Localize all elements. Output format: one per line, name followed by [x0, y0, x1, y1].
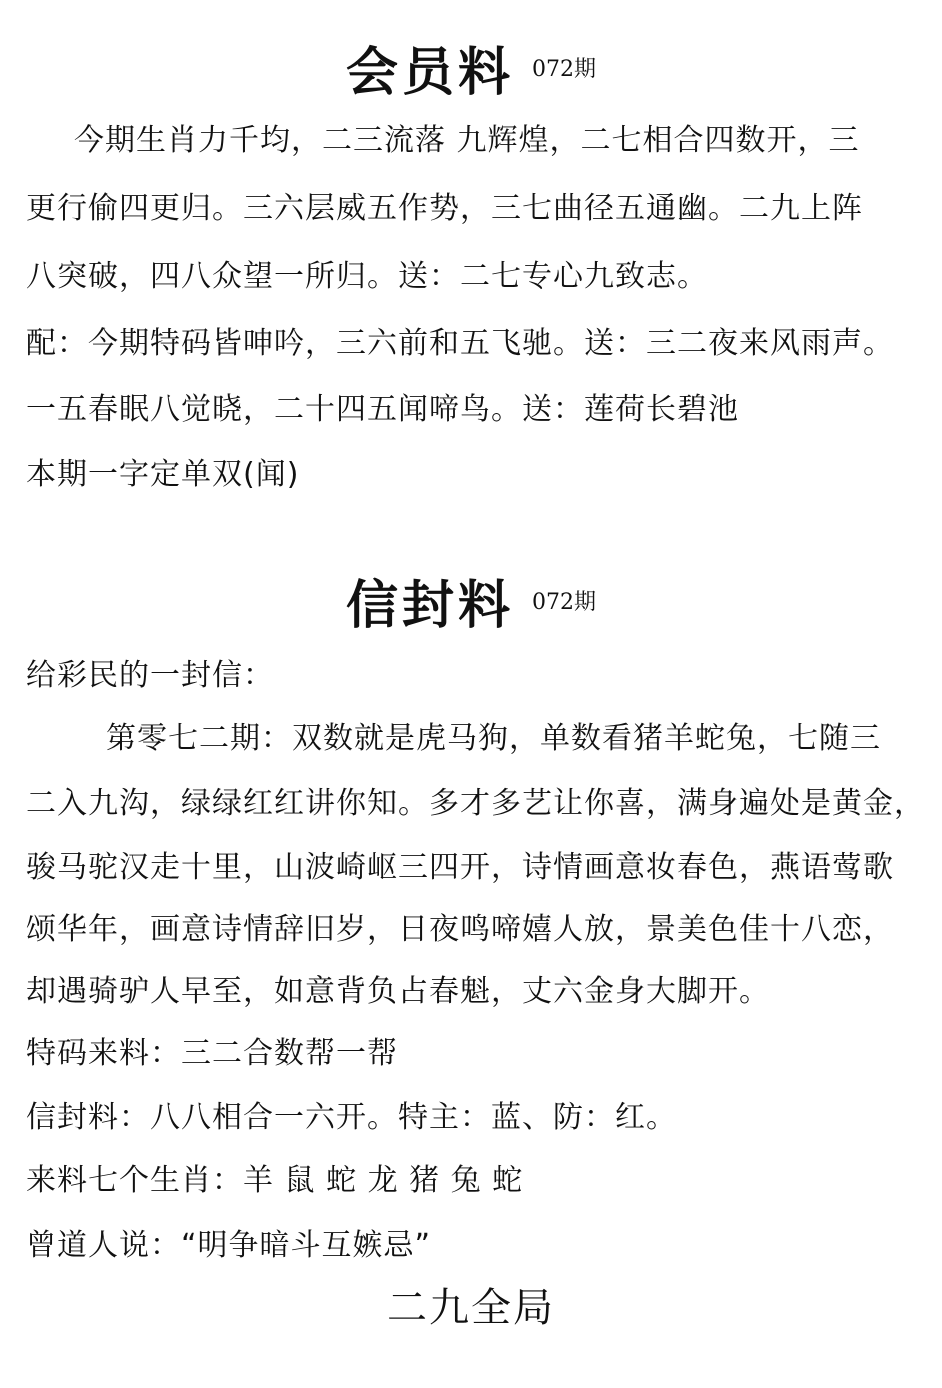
- section2-title: 信封料: [345, 575, 514, 636]
- section1-line: 八突破，四八众望一所归。送：二七专心九致志。: [26, 259, 708, 294]
- section1-line: 更行偷四更归。三六层威五作势，三七曲径五通幽。二九上阵: [26, 191, 863, 226]
- section2-line: 颂华年，画意诗情辞旧岁，日夜鸣啼嬉人放，景美色佳十八恋，: [26, 912, 894, 947]
- section2-line: 曾道人说：“明争暗斗互嫉忌”: [26, 1228, 432, 1263]
- section2-line: 来料七个生肖：羊 鼠 蛇 龙 猪 兔 蛇: [26, 1163, 524, 1198]
- section2-line: 却遇骑驴人早至，如意背负占春魁，丈六金身大脚开。: [26, 974, 770, 1009]
- section2-line: 给彩民的一封信：: [26, 658, 274, 693]
- section1-issue: 072期: [532, 57, 596, 82]
- section1-heading: [0, 30, 942, 105]
- section2-line: 特码来料：三二合数帮一帮: [26, 1036, 398, 1071]
- section2-heading: [0, 563, 942, 638]
- section1-line: 本期一字定单双(闻): [26, 457, 300, 492]
- section2-line: 骏马驼汉走十里，山波崎岖三四开，诗情画意妆春色，燕语莺歌: [26, 850, 894, 885]
- section2-line: 信封料：八八相合一六开。特主：蓝、防：红。: [26, 1100, 677, 1135]
- section1-line: 今期生肖力千均，二三流落 九辉煌，二七相合四数开，三: [74, 123, 860, 158]
- section1-line: 一五春眠八觉晓，二十四五闻啼鸟。送：莲荷长碧池: [26, 392, 739, 427]
- section2-line: 二入九沟，绿绿红红讲你知。多才多艺让你喜，满身遍处是黄金，: [26, 786, 925, 821]
- section1-title: 会员料: [345, 42, 514, 103]
- section1-line: 配：今期特码皆呻吟，三六前和五飞驰。送：三二夜来风雨声。: [26, 326, 894, 361]
- footer-text: 二九全局: [387, 1285, 555, 1331]
- section2-line: 第零七二期：双数就是虎马狗，单数看猪羊蛇兔，七随三: [106, 721, 881, 756]
- section2-issue: 072期: [532, 590, 596, 615]
